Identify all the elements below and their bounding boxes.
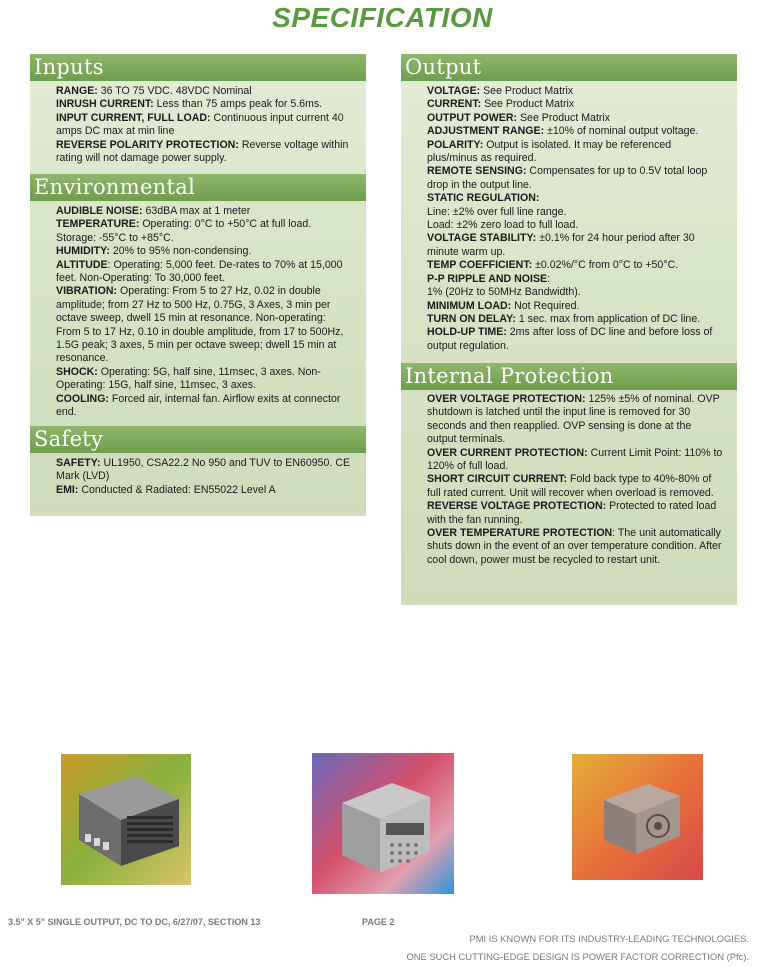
spec-text: 36 TO 75 VDC. 48VDC Nominal — [97, 85, 252, 97]
footer-note-line-1: PMI IS KNOWN FOR ITS INDUSTRY-LEADING TECHNOLOGIES. — [469, 933, 749, 944]
spec-text: See Product Matrix — [517, 111, 611, 124]
spec-item — [56, 393, 352, 420]
spec-label: INPUT CURRENT, FULL LOAD: — [56, 111, 211, 124]
output-body — [427, 85, 723, 353]
spec-label: MINIMUM LOAD: — [427, 299, 512, 312]
spec-item — [427, 139, 723, 166]
spec-label: OUTPUT POWER: — [427, 111, 518, 124]
spec-item — [56, 245, 352, 258]
spec-label: EMI: — [56, 483, 79, 496]
spec-item — [427, 300, 723, 313]
spec-item — [56, 85, 352, 98]
spec-label: REVERSE VOLTAGE PROTECTION: — [427, 500, 607, 513]
spec-text: Less than 75 amps peak for 5.6ms. — [153, 98, 323, 111]
spec-text: Operating: 0°C to +50°C at full load. Storage: -55°C to +85°C. — [56, 218, 312, 244]
spec-item — [427, 527, 723, 567]
spec-label: CURRENT: — [427, 98, 482, 111]
spec-item — [427, 98, 723, 111]
spec-text: Operating: From 5 to 27 Hz, 0.02 in double amplitude; from 27 Hz to 500 Hz, 0.75G, 3 Axes, 3 min per octave sweep, dwell 15 min at resonance. Non-operating: From 5 to 17 Hz, 0.10 in double amplitude, from 17 to 500Hz, 1.5G peak; 3 axes, 5 min per octave sweep; dwell 15 min at resonance. — [56, 285, 344, 365]
spec-text: Fold back type to 40%-80% of full rated current. Unit will recover when overload is removed. — [427, 473, 714, 499]
spec-text: UL1950, CSA22.2 No 950 and TUV to EN60950. CE Mark (LVD) — [56, 457, 351, 483]
footer-note-line-2: ONE SUCH CUTTING-EDGE DESIGN IS POWER FACTOR CORRECTION (Pfc). — [406, 951, 749, 962]
spec-item — [56, 98, 352, 111]
spec-text: Protected to rated load with the fan running. — [427, 500, 717, 526]
spec-label: COOLING: — [56, 392, 109, 405]
spec-item — [427, 192, 723, 205]
spec-text: : Operating: 5,000 feet. De-rates to 70% at 15,000 feet. Non-Operating: To 30,000 feet. — [56, 258, 343, 285]
power-supply-photo-1 — [61, 754, 191, 885]
footer-section-info: 3.5" X 5" SINGLE OUTPUT, DC TO DC, 6/27/07, SECTION 13 — [8, 917, 261, 927]
spec-label: SAFETY: — [56, 457, 101, 469]
spec-text: 2ms after loss of DC line and before loss of output regulation. — [427, 326, 713, 352]
output-heading: Output — [401, 54, 737, 81]
spec-item — [427, 85, 723, 98]
spec-label: STATIC REGULATION: — [427, 192, 540, 205]
inputs-heading: Inputs — [30, 54, 366, 81]
spec-text: 20% to 95% non-condensing. — [109, 245, 252, 258]
spec-item — [427, 125, 723, 138]
spec-label: HUMIDITY: — [56, 245, 110, 258]
spec-item — [427, 393, 723, 447]
spec-label: VOLTAGE STABILITY: — [427, 232, 537, 245]
power-supply-photo-2 — [312, 753, 454, 894]
spec-label: SHORT CIRCUIT CURRENT: — [427, 473, 568, 486]
spec-item — [427, 273, 723, 286]
spec-item — [56, 484, 352, 497]
spec-item — [427, 447, 723, 474]
spec-text: Forced air, internal fan. Airflow exits at connector end. — [56, 392, 341, 419]
spec-label: INRUSH CURRENT: — [56, 98, 154, 111]
environmental-body — [56, 205, 352, 420]
internal-protection-heading: Internal Protection — [401, 363, 737, 390]
spec-label: REVERSE POLARITY PROTECTION: — [56, 138, 239, 151]
spec-label: VOLTAGE: — [427, 85, 481, 97]
spec-item — [427, 165, 723, 192]
spec-text: : The unit automatically shuts down in the event of an over temperature condition. After cool down, power must be recycled to restart unit. — [427, 527, 722, 566]
spec-item — [427, 219, 723, 232]
spec-label: HOLD-UP TIME: — [427, 326, 507, 339]
inputs-body — [56, 85, 352, 165]
spec-label: AUDIBLE NOISE: — [56, 205, 143, 217]
spec-item — [427, 500, 723, 527]
spec-item — [427, 206, 723, 219]
spec-text: Continuous input current 40 amps DC max at min line — [56, 111, 344, 138]
spec-label: OVER TEMPERATURE PROTECTION — [427, 527, 613, 540]
spec-label: P-P RIPPLE AND NOISE — [427, 272, 548, 285]
spec-label: TURN ON DELAY: — [427, 312, 516, 325]
spec-item — [56, 285, 352, 365]
spec-text: 1 sec. max from application of DC line. — [515, 312, 701, 325]
spec-item — [427, 473, 723, 500]
spec-text: Load: ±2% zero load to full load. — [427, 219, 579, 232]
spec-label: RANGE: — [56, 85, 98, 97]
spec-text: 1% (20Hz to 50MHz Bandwidth). — [427, 286, 581, 299]
spec-label: POLARITY: — [427, 138, 484, 151]
spec-text: ±0.1% for 24 hour period after 30 minute warm up. — [427, 232, 695, 258]
spec-text: : — [547, 272, 551, 285]
spec-text: ±0.02%/°C from 0°C to +50°C. — [532, 259, 679, 272]
spec-text: Conducted & Radiated: EN55022 Level A — [78, 483, 276, 496]
spec-label: SHOCK: — [56, 365, 98, 378]
spec-label: TEMP COEFFICIENT: — [427, 259, 533, 272]
spec-label: VIBRATION: — [56, 285, 118, 298]
spec-item — [56, 139, 352, 166]
spec-text: Line: ±2% over full line range. — [427, 205, 567, 218]
spec-text: See Product Matrix — [481, 98, 575, 111]
spec-item — [427, 286, 723, 299]
safety-body — [56, 457, 352, 497]
spec-label: OVER VOLTAGE PROTECTION: — [427, 393, 586, 405]
safety-heading: Safety — [30, 426, 366, 453]
spec-item — [56, 218, 352, 245]
spec-label: ALTITUDE — [56, 258, 108, 271]
page-title: SPECIFICATION — [272, 2, 493, 33]
spec-item — [427, 313, 723, 326]
footer-page-number: PAGE 2 — [362, 917, 395, 927]
spec-item — [56, 366, 352, 393]
spec-item — [56, 205, 352, 218]
spec-text: ±10% of nominal output voltage. — [544, 125, 699, 138]
spec-label: TEMPERATURE: — [56, 218, 140, 231]
spec-item — [56, 112, 352, 139]
spec-text: Operating: 5G, half sine, 11msec, 3 axes. Non-Operating: 15G, half sine, 11msec, 3 axes. — [56, 365, 321, 392]
spec-label: OVER CURRENT PROTECTION: — [427, 446, 588, 459]
spec-item — [427, 112, 723, 125]
spec-label: ADJUSTMENT RANGE: — [427, 125, 545, 138]
spec-item — [56, 259, 352, 286]
spec-text: Output is isolated. It may be referenced plus/minus as required. — [427, 138, 672, 165]
internal-protection-body — [427, 393, 723, 567]
spec-item — [427, 326, 723, 353]
spec-text: See Product Matrix — [480, 85, 574, 97]
spec-text: 63dBA max at 1 meter — [142, 205, 251, 217]
spec-text: Reverse voltage within rating will not damage power supply. — [56, 138, 349, 165]
spec-text: 125% ±5% of nominal. OVP shutdown is latched until the input line is removed for 30 seconds and then reapplied. OVP sensing is done at the output terminals. — [427, 393, 720, 446]
spec-item — [427, 259, 723, 272]
power-supply-photo-3 — [572, 754, 703, 880]
spec-item — [427, 232, 723, 259]
spec-item — [56, 457, 352, 484]
spec-text: Current Limit Point: 110% to 120% of full load. — [427, 446, 723, 473]
spec-label: REMOTE SENSING: — [427, 165, 527, 178]
spec-text: Compensates for up to 0.5V total loop drop in the output line. — [427, 165, 708, 191]
spec-text: Not Required. — [511, 299, 580, 312]
environmental-heading: Environmental — [30, 174, 366, 201]
